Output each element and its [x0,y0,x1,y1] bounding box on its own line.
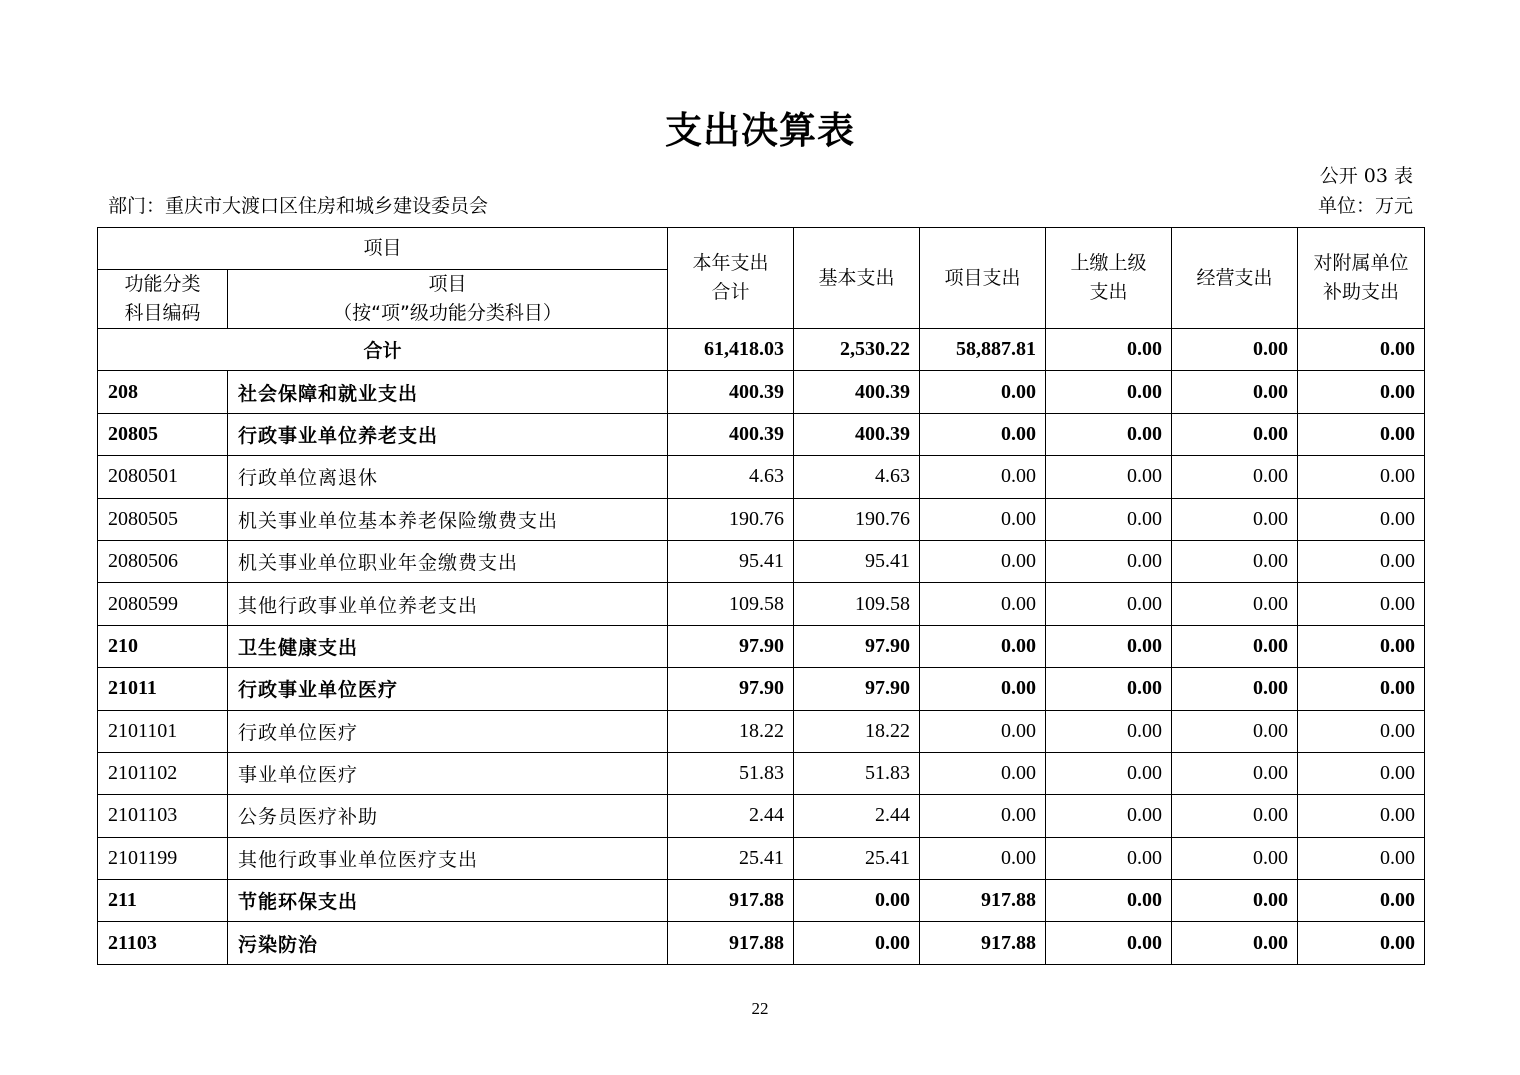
row-cell-basic: 97.90 [794,625,920,667]
row-cell-remit: 0.00 [1046,668,1172,710]
row-cell-subsidy: 0.00 [1298,710,1425,752]
row-cell-subsidy: 0.00 [1298,540,1425,582]
header-basic: 基本支出 [794,228,920,329]
row-cell-project: 0.00 [920,456,1046,498]
row-name: 其他行政事业单位养老支出 [228,583,668,625]
row-name: 机关事业单位职业年金缴费支出 [228,540,668,582]
row-cell-project: 0.00 [920,625,1046,667]
row-cell-operating: 0.00 [1172,922,1298,964]
total-cell-basic: 2,530.22 [794,329,920,371]
row-cell-remit: 0.00 [1046,498,1172,540]
row-cell-total: 109.58 [668,583,794,625]
row-cell-project: 0.00 [920,540,1046,582]
row-cell-subsidy: 0.00 [1298,625,1425,667]
row-cell-total: 95.41 [668,540,794,582]
row-cell-operating: 0.00 [1172,668,1298,710]
table-header [98,228,1425,329]
row-cell-project: 0.00 [920,371,1046,413]
row-cell-total: 18.22 [668,710,794,752]
table-row [98,668,1425,710]
row-cell-subsidy: 0.00 [1298,752,1425,794]
header-code-line1: 功能分类 [124,273,201,295]
row-cell-total: 917.88 [668,922,794,964]
row-code: 2080505 [98,498,228,540]
expenditure-table [97,227,1425,965]
row-cell-remit: 0.00 [1046,625,1172,667]
row-code: 2101102 [98,752,228,794]
row-cell-subsidy: 0.00 [1298,837,1425,879]
row-cell-basic: 400.39 [794,413,920,455]
row-cell-total: 2.44 [668,795,794,837]
table-row [98,922,1425,964]
row-cell-remit: 0.00 [1046,583,1172,625]
row-cell-basic: 0.00 [794,922,920,964]
table-body [98,329,1425,965]
row-cell-subsidy: 0.00 [1298,668,1425,710]
row-cell-operating: 0.00 [1172,456,1298,498]
row-cell-operating: 0.00 [1172,413,1298,455]
row-code: 21103 [98,922,228,964]
row-cell-subsidy: 0.00 [1298,371,1425,413]
table-row [98,710,1425,752]
row-cell-operating: 0.00 [1172,795,1298,837]
row-cell-remit: 0.00 [1046,710,1172,752]
row-cell-basic: 97.90 [794,668,920,710]
row-name: 行政单位离退休 [228,456,668,498]
row-cell-total: 400.39 [668,413,794,455]
total-cell-subsidy: 0.00 [1298,329,1425,371]
row-cell-remit: 0.00 [1046,540,1172,582]
row-cell-basic: 190.76 [794,498,920,540]
table-row [98,456,1425,498]
total-cell-total: 61,418.03 [668,329,794,371]
row-name: 卫生健康支出 [228,625,668,667]
row-cell-subsidy: 0.00 [1298,583,1425,625]
row-cell-basic: 18.22 [794,710,920,752]
row-name: 行政单位医疗 [228,710,668,752]
row-name: 行政事业单位医疗 [228,668,668,710]
row-cell-project: 0.00 [920,498,1046,540]
row-cell-project: 0.00 [920,795,1046,837]
total-cell-operating: 0.00 [1172,329,1298,371]
table-row [98,880,1425,922]
row-cell-operating: 0.00 [1172,625,1298,667]
row-code: 20805 [98,413,228,455]
unit-label: 单位：万元 [1317,195,1413,217]
header-subsidy [1298,228,1425,329]
row-code: 2101103 [98,795,228,837]
row-cell-basic: 109.58 [794,583,920,625]
department-label: 部门：重庆市大渡口区住房和城乡建设委员会 [108,195,489,217]
header-remit-line1: 上缴上级 [1070,252,1147,274]
row-cell-project: 0.00 [920,413,1046,455]
row-code: 2080599 [98,583,228,625]
header-code [98,270,228,329]
table-row [98,837,1425,879]
total-row [98,329,1425,371]
header-name-line1: 项目 [428,273,467,295]
total-cell-remit: 0.00 [1046,329,1172,371]
total-cell-project: 58,887.81 [920,329,1046,371]
table-row [98,625,1425,667]
header-total [668,228,794,329]
header-operating: 经营支出 [1172,228,1298,329]
row-cell-project: 0.00 [920,583,1046,625]
row-name: 行政事业单位养老支出 [228,413,668,455]
row-cell-remit: 0.00 [1046,795,1172,837]
header-name-line2: （按“项”级功能分类科目） [333,302,562,324]
row-name: 其他行政事业单位医疗支出 [228,837,668,879]
row-cell-remit: 0.00 [1046,880,1172,922]
table-row [98,498,1425,540]
total-label: 合计 [98,329,668,371]
table-row [98,413,1425,455]
row-cell-basic: 51.83 [794,752,920,794]
row-code: 2080506 [98,540,228,582]
row-cell-remit: 0.00 [1046,456,1172,498]
row-code: 208 [98,371,228,413]
row-cell-basic: 4.63 [794,456,920,498]
row-cell-operating: 0.00 [1172,540,1298,582]
page-title: 支出决算表 [665,109,855,152]
row-cell-total: 400.39 [668,371,794,413]
table-row [98,795,1425,837]
row-code: 2101101 [98,710,228,752]
row-cell-subsidy: 0.00 [1298,413,1425,455]
row-code: 2080501 [98,456,228,498]
row-name: 污染防治 [228,922,668,964]
row-name: 节能环保支出 [228,880,668,922]
row-cell-project: 0.00 [920,752,1046,794]
row-cell-total: 97.90 [668,625,794,667]
row-cell-operating: 0.00 [1172,710,1298,752]
row-cell-subsidy: 0.00 [1298,880,1425,922]
row-cell-remit: 0.00 [1046,752,1172,794]
row-cell-basic: 400.39 [794,371,920,413]
table-row [98,371,1425,413]
row-cell-project: 0.00 [920,710,1046,752]
header-remit [1046,228,1172,329]
row-cell-project: 917.88 [920,880,1046,922]
row-cell-project: 0.00 [920,837,1046,879]
header-name [228,270,668,329]
row-cell-total: 190.76 [668,498,794,540]
row-cell-subsidy: 0.00 [1298,922,1425,964]
header-total-line1: 本年支出 [692,252,769,274]
row-cell-operating: 0.00 [1172,583,1298,625]
row-cell-subsidy: 0.00 [1298,498,1425,540]
row-cell-total: 4.63 [668,456,794,498]
form-number: 公开 03 表 [1319,165,1413,187]
row-cell-operating: 0.00 [1172,498,1298,540]
header-remit-line2: 支出 [1089,281,1128,303]
row-cell-operating: 0.00 [1172,371,1298,413]
row-cell-operating: 0.00 [1172,880,1298,922]
row-cell-total: 97.90 [668,668,794,710]
table-row [98,752,1425,794]
row-cell-operating: 0.00 [1172,837,1298,879]
row-cell-subsidy: 0.00 [1298,456,1425,498]
row-cell-remit: 0.00 [1046,413,1172,455]
row-cell-basic: 95.41 [794,540,920,582]
table-row [98,540,1425,582]
row-cell-remit: 0.00 [1046,837,1172,879]
header-code-line2: 科目编码 [124,302,201,324]
row-name: 社会保障和就业支出 [228,371,668,413]
row-cell-total: 25.41 [668,837,794,879]
row-name: 机关事业单位基本养老保险缴费支出 [228,498,668,540]
row-cell-total: 917.88 [668,880,794,922]
header-item-group: 项目 [98,228,668,270]
row-name: 公务员医疗补助 [228,795,668,837]
row-cell-basic: 0.00 [794,880,920,922]
row-cell-subsidy: 0.00 [1298,795,1425,837]
row-cell-remit: 0.00 [1046,371,1172,413]
row-cell-total: 51.83 [668,752,794,794]
row-cell-operating: 0.00 [1172,752,1298,794]
table-row [98,583,1425,625]
row-cell-basic: 25.41 [794,837,920,879]
row-code: 210 [98,625,228,667]
page-number: 22 [751,999,769,1018]
row-cell-project: 917.88 [920,922,1046,964]
row-name: 事业单位医疗 [228,752,668,794]
row-code: 2101199 [98,837,228,879]
row-cell-remit: 0.00 [1046,922,1172,964]
header-total-line2: 合计 [711,281,750,303]
row-code: 21011 [98,668,228,710]
header-subsidy-line2: 补助支出 [1323,281,1400,303]
row-cell-project: 0.00 [920,668,1046,710]
row-cell-basic: 2.44 [794,795,920,837]
header-project: 项目支出 [920,228,1046,329]
header-subsidy-line1: 对附属单位 [1313,252,1409,274]
row-code: 211 [98,880,228,922]
